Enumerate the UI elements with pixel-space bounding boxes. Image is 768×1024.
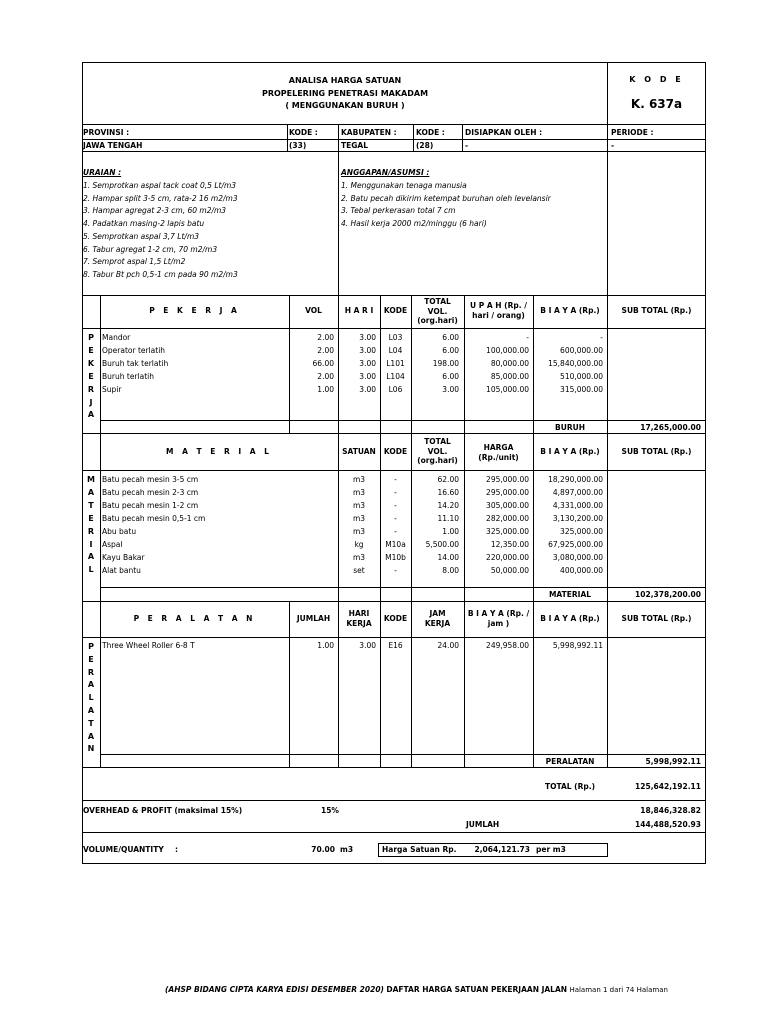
row-biaya: 600,000.00 xyxy=(560,346,603,355)
header-line: TOTAL xyxy=(424,437,451,446)
divider xyxy=(413,124,414,151)
row-harga: 325,000.00 xyxy=(486,527,529,536)
divider xyxy=(287,124,288,151)
uraian-item: 4. Padatkan masing-2 lapis batu xyxy=(83,219,205,229)
material-subtotal-label: MATERIAL xyxy=(548,590,592,599)
row-hari: 3.00 xyxy=(359,359,376,368)
row-harga: 282,000.00 xyxy=(486,514,529,523)
material-subtotal-header: SUB TOTAL (Rp.) xyxy=(621,447,692,456)
kabupaten-value: TEGAL xyxy=(341,141,368,150)
side-letter: R xyxy=(87,526,95,536)
side-letter: L xyxy=(88,565,94,575)
material-harga-header xyxy=(464,443,533,462)
row-harga: 220,000.00 xyxy=(486,553,529,562)
row-satuan: m3 xyxy=(352,553,366,562)
uraian-item: 7. Semprot aspal 1,5 Lt/m2 xyxy=(83,257,186,267)
row-biaya: 4,897,000.00 xyxy=(552,488,603,497)
uraian-list xyxy=(83,180,238,282)
side-letter: P xyxy=(88,642,94,651)
header-line: jam ) xyxy=(487,618,510,628)
side-letter: A xyxy=(87,680,95,690)
side-letter: N xyxy=(87,744,95,754)
row-name: Buruh terlatih xyxy=(102,372,154,381)
divider xyxy=(100,754,706,755)
uraian-item: 1. Semprotkan aspal tack coat 0,5 Lt/m3 xyxy=(83,181,237,190)
divider xyxy=(82,139,706,140)
divider xyxy=(607,433,608,601)
anggapan-list xyxy=(341,180,551,231)
disiapkan-label: DISIAPKAN OLEH : xyxy=(465,128,543,137)
row-jumlah: 1.00 xyxy=(317,641,334,650)
row-harga: 12,350.00 xyxy=(490,540,529,549)
row-satuan: m3 xyxy=(352,475,366,484)
divider xyxy=(82,124,706,125)
row-total: 11.10 xyxy=(437,514,459,523)
row-biaya: 3,130,200.00 xyxy=(552,514,603,523)
row-name: Batu pecah mesin 3-5 cm xyxy=(102,475,199,484)
row-name: Batu pecah mesin 0,5-1 cm xyxy=(102,514,206,523)
row-satuan: kg xyxy=(354,540,364,549)
row-name: Mandor xyxy=(102,333,131,342)
title-line-1: ANALISA HARGA SATUAN xyxy=(288,76,402,85)
footer-page: Halaman 1 dari 74 Halaman xyxy=(569,986,668,994)
divider xyxy=(533,601,534,767)
side-letter: K xyxy=(87,358,95,368)
row-upah: 105,000.00 xyxy=(486,385,529,394)
row-biaya: 15,840,000.00 xyxy=(548,359,603,368)
row-biaya: 5,998,992.11 xyxy=(552,641,603,650)
volume-unit: m3 xyxy=(340,845,354,854)
kode-value: K. 637a xyxy=(630,97,683,111)
provinsi-label: PROVINSI : xyxy=(83,128,130,137)
uraian-item: 6. Tabur agregat 1-2 cm, 70 m2/m3 xyxy=(83,244,218,254)
row-kode: - xyxy=(394,488,397,497)
harga-satuan-label: Harga Satuan Rp. xyxy=(382,845,457,854)
header-line: (org.hari) xyxy=(417,316,458,325)
document-title xyxy=(83,75,607,113)
side-letter: T xyxy=(88,500,94,510)
header-line: B I A Y A (Rp. / xyxy=(467,609,530,618)
row-hari: 3.00 xyxy=(359,385,376,394)
row-total: 16.60 xyxy=(437,488,459,497)
uraian-label: URAIAN : xyxy=(83,168,122,177)
footer-title: DAFTAR HARGA SATUAN PEKERJAAN JALAN xyxy=(386,985,568,994)
side-letter: L xyxy=(88,693,94,703)
row-name: Abu batu xyxy=(102,527,137,536)
row-kode: M10b xyxy=(385,553,406,562)
uraian-item: 8. Tabur Bt pch 0,5-1 cm pada 90 m2/m3 xyxy=(83,269,238,279)
divider xyxy=(380,601,381,767)
pekerja-hari-header: H A R I xyxy=(344,306,374,315)
row-biaya: 325,000.00 xyxy=(560,527,603,536)
row-total: 198.00 xyxy=(432,359,459,368)
kode-label: K O D E xyxy=(629,75,684,84)
row-upah: 80,000.00 xyxy=(490,359,529,368)
side-letter: A xyxy=(87,552,95,562)
overhead-value: 18,846,328.82 xyxy=(640,806,701,815)
divider xyxy=(338,124,339,295)
row-hari: 3.00 xyxy=(359,641,376,650)
material-total-header xyxy=(411,437,464,466)
header-line: VOL. xyxy=(427,446,448,456)
pekerja-biaya-header: B I A Y A (Rp.) xyxy=(540,306,600,315)
peralatan-subtotal-value: 5,998,992.11 xyxy=(645,757,701,766)
row-satuan: m3 xyxy=(352,501,366,510)
uraian-item: 2. Hampar split 3-5 cm, rata-2 16 m2/m3 xyxy=(83,193,238,203)
pekerja-total-header xyxy=(411,297,464,326)
periode-value: - xyxy=(611,141,615,150)
periode-label: PERIODE : xyxy=(611,128,654,137)
row-kode: - xyxy=(394,514,397,523)
row-name: Kayu Bakar xyxy=(102,553,145,562)
row-name: Operator terlatih xyxy=(102,346,166,355)
row-biaya: 18,290,000.00 xyxy=(548,475,603,484)
row-total: 6.00 xyxy=(442,333,459,342)
anggapan-item: 1. Menggunakan tenaga manusia xyxy=(341,181,467,190)
row-vol: 2.00 xyxy=(317,346,334,355)
side-letter: E xyxy=(88,513,94,523)
header-line: HARGA xyxy=(483,443,514,452)
buruh-subtotal-label: BURUH xyxy=(555,423,585,432)
peralatan-kode-header: KODE xyxy=(383,614,408,623)
overhead-percent: 15% xyxy=(321,806,339,815)
row-satuan: m3 xyxy=(352,527,366,536)
divider xyxy=(82,328,706,329)
row-kode: - xyxy=(394,527,397,536)
divider xyxy=(100,295,101,767)
material-side-label xyxy=(84,474,98,577)
side-letter: A xyxy=(87,487,95,497)
row-upah: 85,000.00 xyxy=(490,372,529,381)
row-vol: 66.00 xyxy=(312,359,334,368)
row-total: 14.20 xyxy=(437,501,459,510)
side-letter: T xyxy=(88,718,94,728)
peralatan-biaya-jam-header xyxy=(464,609,533,628)
row-satuan: m3 xyxy=(352,488,366,497)
row-total: 6.00 xyxy=(442,372,459,381)
row-kode: L104 xyxy=(386,372,405,381)
anggapan-item: 3. Tebal perkerasan total 7 cm xyxy=(341,206,456,216)
row-harga: 305,000.00 xyxy=(486,501,529,510)
divider xyxy=(82,832,706,833)
total-value: 125,642,192.11 xyxy=(635,782,701,791)
side-letter: A xyxy=(87,410,95,420)
pekerja-side-label xyxy=(84,332,98,422)
material-satuan-header: SATUAN xyxy=(342,447,376,456)
row-total: 3.00 xyxy=(442,385,459,394)
divider xyxy=(100,587,706,588)
anggapan-label: ANGGAPAN/ASUMSI : xyxy=(341,168,430,177)
peralatan-jumlah-header: JUMLAH xyxy=(296,614,331,623)
row-name: Supir xyxy=(102,385,122,394)
side-letter: P xyxy=(88,333,94,342)
row-kode: L101 xyxy=(386,359,405,368)
uraian-item: 5. Semprotkan aspal 3,7 Lt/m3 xyxy=(83,231,200,241)
pekerja-kode-header: KODE xyxy=(383,306,408,315)
row-kode: L04 xyxy=(388,346,403,355)
peralatan-biaya-header: B I A Y A (Rp.) xyxy=(540,614,600,623)
footer-source: (AHSP BIDANG CIPTA KARYA EDISI DESEMBER 2020) xyxy=(165,985,384,994)
peralatan-header: P E R A L A T A N xyxy=(133,614,256,623)
side-letter: I xyxy=(89,539,93,549)
divider xyxy=(82,470,706,471)
overhead-label: OVERHEAD & PROFIT (maksimal 15%) xyxy=(83,806,243,815)
divider xyxy=(82,800,706,801)
row-name: Batu pecah mesin 1-2 cm xyxy=(102,501,199,510)
pekerja-header: P E K E R J A xyxy=(149,306,240,315)
row-kode: - xyxy=(394,501,397,510)
side-letter: E xyxy=(88,371,94,381)
row-hari: 3.00 xyxy=(359,372,376,381)
jumlah-value: 144,488,520.93 xyxy=(635,820,701,829)
row-kode: - xyxy=(394,566,397,575)
page-footer xyxy=(165,985,668,994)
row-kode: E16 xyxy=(388,641,403,650)
divider xyxy=(82,767,706,768)
side-letter: R xyxy=(87,384,95,394)
row-harga: 295,000.00 xyxy=(486,488,529,497)
header-line: KERJA xyxy=(346,618,372,628)
peralatan-subtotal-header: SUB TOTAL (Rp.) xyxy=(621,614,692,623)
material-subtotal-value: 102,378,200.00 xyxy=(635,590,701,599)
row-hari: 3.00 xyxy=(359,333,376,342)
anggapan-item: 4. Hasil kerja 2000 m2/minggu (6 hari) xyxy=(341,219,487,229)
row-kode: M10a xyxy=(385,540,406,549)
peralatan-jam-header xyxy=(411,609,464,628)
total-label: TOTAL (Rp.) xyxy=(544,782,596,791)
divider xyxy=(607,295,608,433)
row-upah: 100,000.00 xyxy=(486,346,529,355)
jumlah-label: JUMLAH xyxy=(466,820,500,829)
volume-label: VOLUME/QUANTITY xyxy=(83,845,164,854)
harga-satuan-unit: per m3 xyxy=(536,845,566,854)
side-letter: A xyxy=(87,731,95,741)
side-letter: E xyxy=(88,345,94,355)
row-name: Buruh tak terlatih xyxy=(102,359,169,368)
header-line: (org.hari) xyxy=(417,456,458,465)
divider xyxy=(462,124,463,151)
row-upah: - xyxy=(526,333,529,342)
material-kode-header: KODE xyxy=(383,447,408,456)
row-name: Three Wheel Roller 6-8 T xyxy=(102,641,195,650)
row-total: 1.00 xyxy=(442,527,459,536)
row-harga: 295,000.00 xyxy=(486,475,529,484)
side-letter: J xyxy=(89,397,93,407)
row-hari: 3.00 xyxy=(359,346,376,355)
disiapkan-value: - xyxy=(465,141,469,150)
peralatan-side-label xyxy=(84,641,98,756)
row-biaya: 400,000.00 xyxy=(560,566,603,575)
row-name: Batu pecah mesin 2-3 cm xyxy=(102,488,199,497)
header-line: TOTAL xyxy=(424,297,451,306)
harga-satuan-value: 2,064,121.73 xyxy=(474,845,530,854)
divider xyxy=(82,151,706,152)
peralatan-subtotal-label: PERALATAN xyxy=(545,757,595,766)
volume-value: 70.00 xyxy=(311,845,335,854)
peralatan-hari-header xyxy=(338,609,380,628)
material-header: M A T E R I A L xyxy=(166,447,272,456)
row-kode: - xyxy=(394,475,397,484)
row-name: Alat bantu xyxy=(102,566,141,575)
pekerja-subtotal-header: SUB TOTAL (Rp.) xyxy=(621,306,692,315)
row-biaya: 67,925,000.00 xyxy=(548,540,603,549)
title-line-3: ( MENGGUNAKAN BURUH ) xyxy=(285,101,405,110)
row-biaya: 510,000.00 xyxy=(560,372,603,381)
row-satuan: m3 xyxy=(352,514,366,523)
volume-colon: : xyxy=(175,845,178,854)
kabupaten-label: KABUPATEN : xyxy=(341,128,397,137)
row-biaya: 4,331,000.00 xyxy=(552,501,603,510)
header-line: VOL. xyxy=(427,306,448,316)
material-biaya-header: B I A Y A (Rp.) xyxy=(540,447,600,456)
header-line: JAM xyxy=(429,609,446,618)
divider xyxy=(100,420,706,421)
header-line: KERJA xyxy=(424,618,451,628)
divider xyxy=(82,295,706,296)
row-vol: 2.00 xyxy=(317,333,334,342)
pekerja-vol-header: VOL xyxy=(305,306,322,315)
divider xyxy=(82,637,706,638)
row-jam: 24.00 xyxy=(437,641,459,650)
uraian-item: 3. Hampar agregat 2-3 cm, 60 m2/m3 xyxy=(83,206,227,216)
row-vol: 2.00 xyxy=(317,372,334,381)
anggapan-item: 2. Batu pecah dikirim ketempat buruhan oleh levelansir xyxy=(341,193,551,203)
row-biaya: 3,080,000.00 xyxy=(552,553,603,562)
divider xyxy=(82,601,706,602)
header-line: HARI xyxy=(348,609,370,618)
row-total: 6.00 xyxy=(442,346,459,355)
header-line: hari / orang) xyxy=(472,310,525,320)
row-biaya-jam: 249,958.00 xyxy=(486,641,529,650)
row-harga: 50,000.00 xyxy=(490,566,529,575)
row-vol: 1.00 xyxy=(317,385,334,394)
side-letter: E xyxy=(88,654,94,664)
row-name: Aspal xyxy=(102,540,123,549)
side-letter: A xyxy=(87,705,95,715)
divider xyxy=(289,601,290,767)
side-letter: R xyxy=(87,667,95,677)
kode2-value: (28) xyxy=(416,141,434,150)
provinsi-value: JAWA TENGAH xyxy=(83,141,143,150)
row-total: 62.00 xyxy=(437,475,459,484)
row-biaya: - xyxy=(600,333,603,342)
row-total: 14.00 xyxy=(437,553,459,562)
header-line: (Rp./unit) xyxy=(478,452,519,462)
kode1-value: (33) xyxy=(289,141,307,150)
row-total: 5,500.00 xyxy=(425,540,459,549)
kode1-label: KODE : xyxy=(289,128,318,137)
pekerja-upah-header xyxy=(464,301,533,320)
side-letter: M xyxy=(87,475,95,484)
divider xyxy=(607,601,608,767)
row-total: 8.00 xyxy=(442,566,459,575)
divider xyxy=(82,433,706,434)
row-kode: L03 xyxy=(388,333,403,342)
title-line-2: PROPELERING PENETRASI MAKADAM xyxy=(261,88,429,98)
header-line: U P A H (Rp. / xyxy=(470,301,527,310)
buruh-subtotal-value: 17,265,000.00 xyxy=(640,423,701,432)
kode2-label: KODE : xyxy=(416,128,445,137)
row-kode: L06 xyxy=(388,385,403,394)
row-satuan: set xyxy=(353,566,365,575)
row-biaya: 315,000.00 xyxy=(560,385,603,394)
